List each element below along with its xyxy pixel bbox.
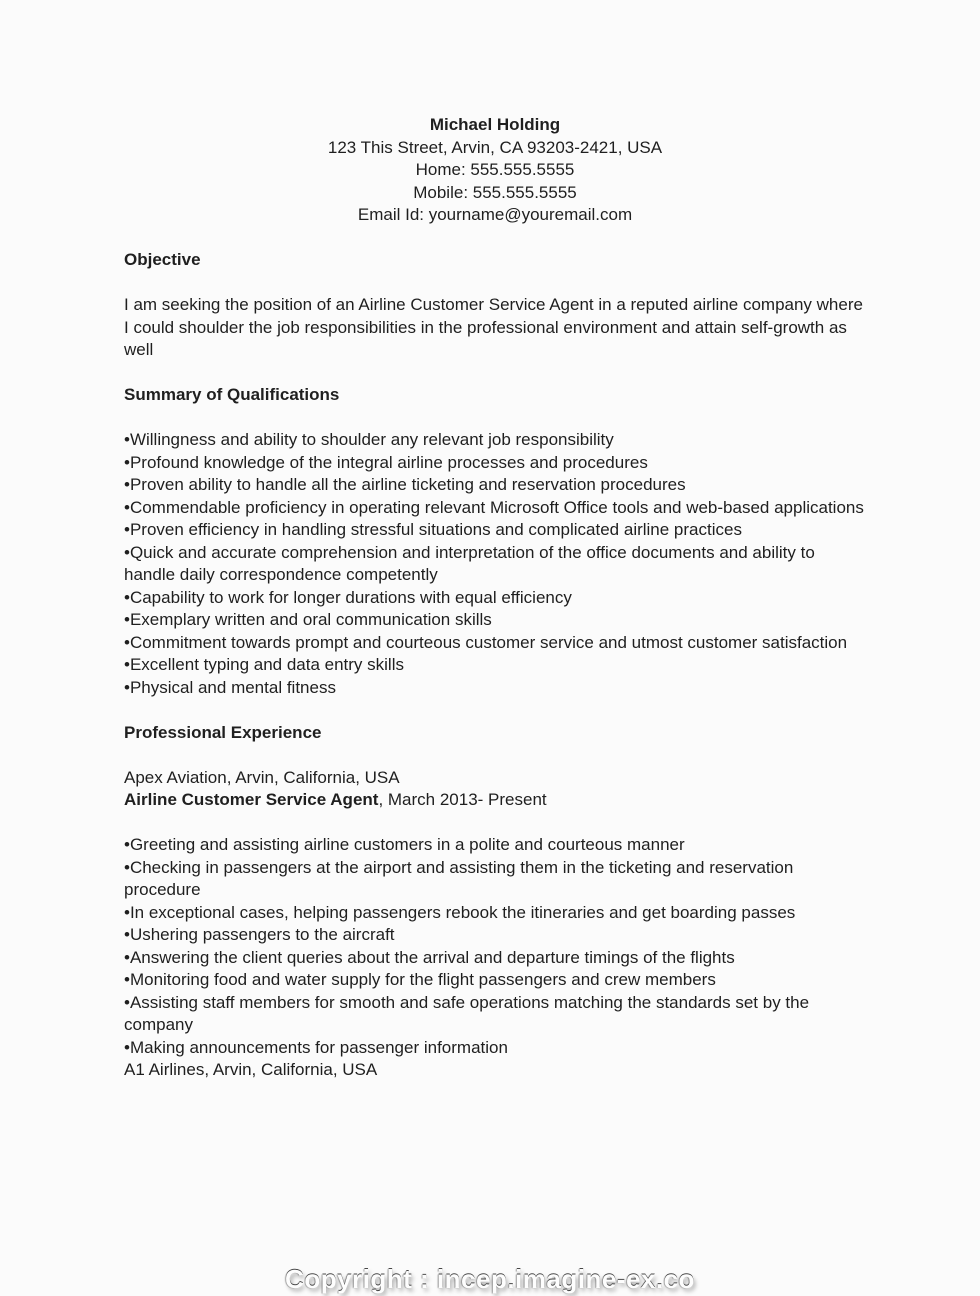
objective-heading: Objective — [124, 250, 201, 269]
duties-list — [124, 834, 866, 1059]
qualification-item — [124, 474, 866, 497]
bullet-glyph: • — [124, 970, 130, 989]
qualification-text: Quick and accurate comprehension and interpretation of the office documents and ability to handle daily correspondence competently — [124, 542, 815, 584]
qualification-item — [124, 542, 866, 587]
qualification-item — [124, 519, 866, 542]
contact-header — [124, 114, 866, 227]
duty-text: Assisting staff members for smooth and safe operations matching the standards set by the company — [124, 992, 810, 1034]
resume-content — [124, 114, 866, 1082]
bullet-glyph: • — [124, 677, 130, 697]
bullet-glyph: • — [124, 497, 130, 517]
duty-text: Monitoring food and water supply for the flight passengers and crew members — [129, 970, 716, 989]
duty-item — [124, 992, 866, 1037]
qualification-text: Exemplary written and oral communication skills — [129, 610, 492, 629]
experience-heading: Professional Experience — [124, 722, 322, 742]
duty-text: In exceptional cases, helping passengers rebook the itineraries and get boarding passes — [129, 902, 796, 922]
qualification-text: Profound knowledge of the integral airline processes and procedures — [129, 452, 648, 472]
candidate-name: Michael Holding — [429, 115, 561, 134]
qualification-item — [124, 429, 866, 452]
duty-text: Greeting and assisting airline customers in a polite and courteous manner — [129, 835, 685, 854]
bullet-glyph: • — [124, 520, 130, 539]
bullet-glyph: • — [124, 610, 130, 629]
duty-item — [124, 969, 866, 992]
qualification-text: Proven efficiency in handling stressful situations and complicated airline practices — [129, 520, 742, 539]
qualification-item — [124, 452, 866, 475]
job-dates: , March 2013- Present — [378, 790, 547, 809]
objective-text: I am seeking the position of an Airline Customer Service Agent in a reputed airline company where I could shoulder the job responsibilities in the professional environment and attain self-growth as well — [124, 295, 863, 359]
bullet-glyph: • — [124, 902, 130, 922]
bullet-glyph: • — [124, 835, 130, 854]
qualification-item — [124, 609, 866, 632]
duty-text: Ushering passengers to the aircraft — [129, 925, 395, 944]
qualification-item — [124, 587, 866, 610]
qualification-text: Capability to work for longer durations with equal efficiency — [129, 587, 572, 607]
bullet-glyph: • — [124, 632, 130, 652]
address-line: 123 This Street, Arvin, CA 93203-2421, USA — [327, 137, 663, 157]
experience-entry — [124, 767, 866, 812]
qualification-text: Excellent typing and data entry skills — [129, 655, 404, 674]
bullet-glyph: • — [124, 947, 130, 967]
qualifications-heading: Summary of Qualifications — [124, 385, 340, 404]
bullet-glyph: • — [124, 857, 130, 877]
company2-line: A1 Airlines, Arvin, California, USA — [124, 1060, 378, 1079]
duty-item — [124, 947, 866, 970]
qualification-item — [124, 654, 866, 677]
qualification-item — [124, 632, 866, 655]
bullet-glyph: • — [124, 452, 130, 472]
bullet-glyph: • — [124, 430, 130, 449]
home-phone-line: Home: 555.555.5555 — [415, 160, 575, 179]
qualification-item — [124, 677, 866, 700]
qualification-item — [124, 497, 866, 520]
duty-item — [124, 857, 866, 902]
bullet-glyph: • — [124, 925, 130, 944]
company-line: Apex Aviation, Arvin, California, USA — [124, 767, 400, 787]
bullet-glyph: • — [124, 655, 130, 674]
job-title-line — [124, 789, 866, 812]
duty-item — [124, 902, 866, 925]
duty-text: Checking in passengers at the airport and assisting them in the ticketing and reservation procedure — [124, 857, 794, 899]
job-title: Airline Customer Service Agent — [124, 790, 379, 809]
duty-item — [124, 834, 866, 857]
qualification-text: Proven ability to handle all the airline ticketing and reservation procedures — [129, 475, 686, 494]
bullet-glyph: • — [124, 475, 130, 494]
mobile-phone-line: Mobile: 555.555.5555 — [413, 182, 577, 202]
qualification-text: Willingness and ability to shoulder any relevant job responsibility — [129, 430, 614, 449]
qualifications-list — [124, 429, 866, 699]
copyright-watermark: Copyright : incep.imagine-ex.co — [285, 1264, 695, 1295]
duty-item — [124, 924, 866, 947]
duty-item — [124, 1037, 866, 1060]
qualification-text: Commitment towards prompt and courteous customer service and utmost customer satisfaction — [129, 632, 848, 652]
qualification-text: Commendable proficiency in operating relevant Microsoft Office tools and web-based applications — [129, 497, 864, 517]
qualification-text: Physical and mental fitness — [129, 677, 336, 697]
duty-text: Answering the client queries about the arrival and departure timings of the flights — [129, 947, 735, 967]
bullet-glyph: • — [124, 542, 130, 562]
bullet-glyph: • — [124, 1037, 130, 1057]
bullet-glyph: • — [124, 992, 130, 1012]
email-line: Email Id: yourname@youremail.com — [357, 205, 633, 224]
duty-text: Making announcements for passenger information — [129, 1037, 508, 1057]
bullet-glyph: • — [124, 587, 130, 607]
